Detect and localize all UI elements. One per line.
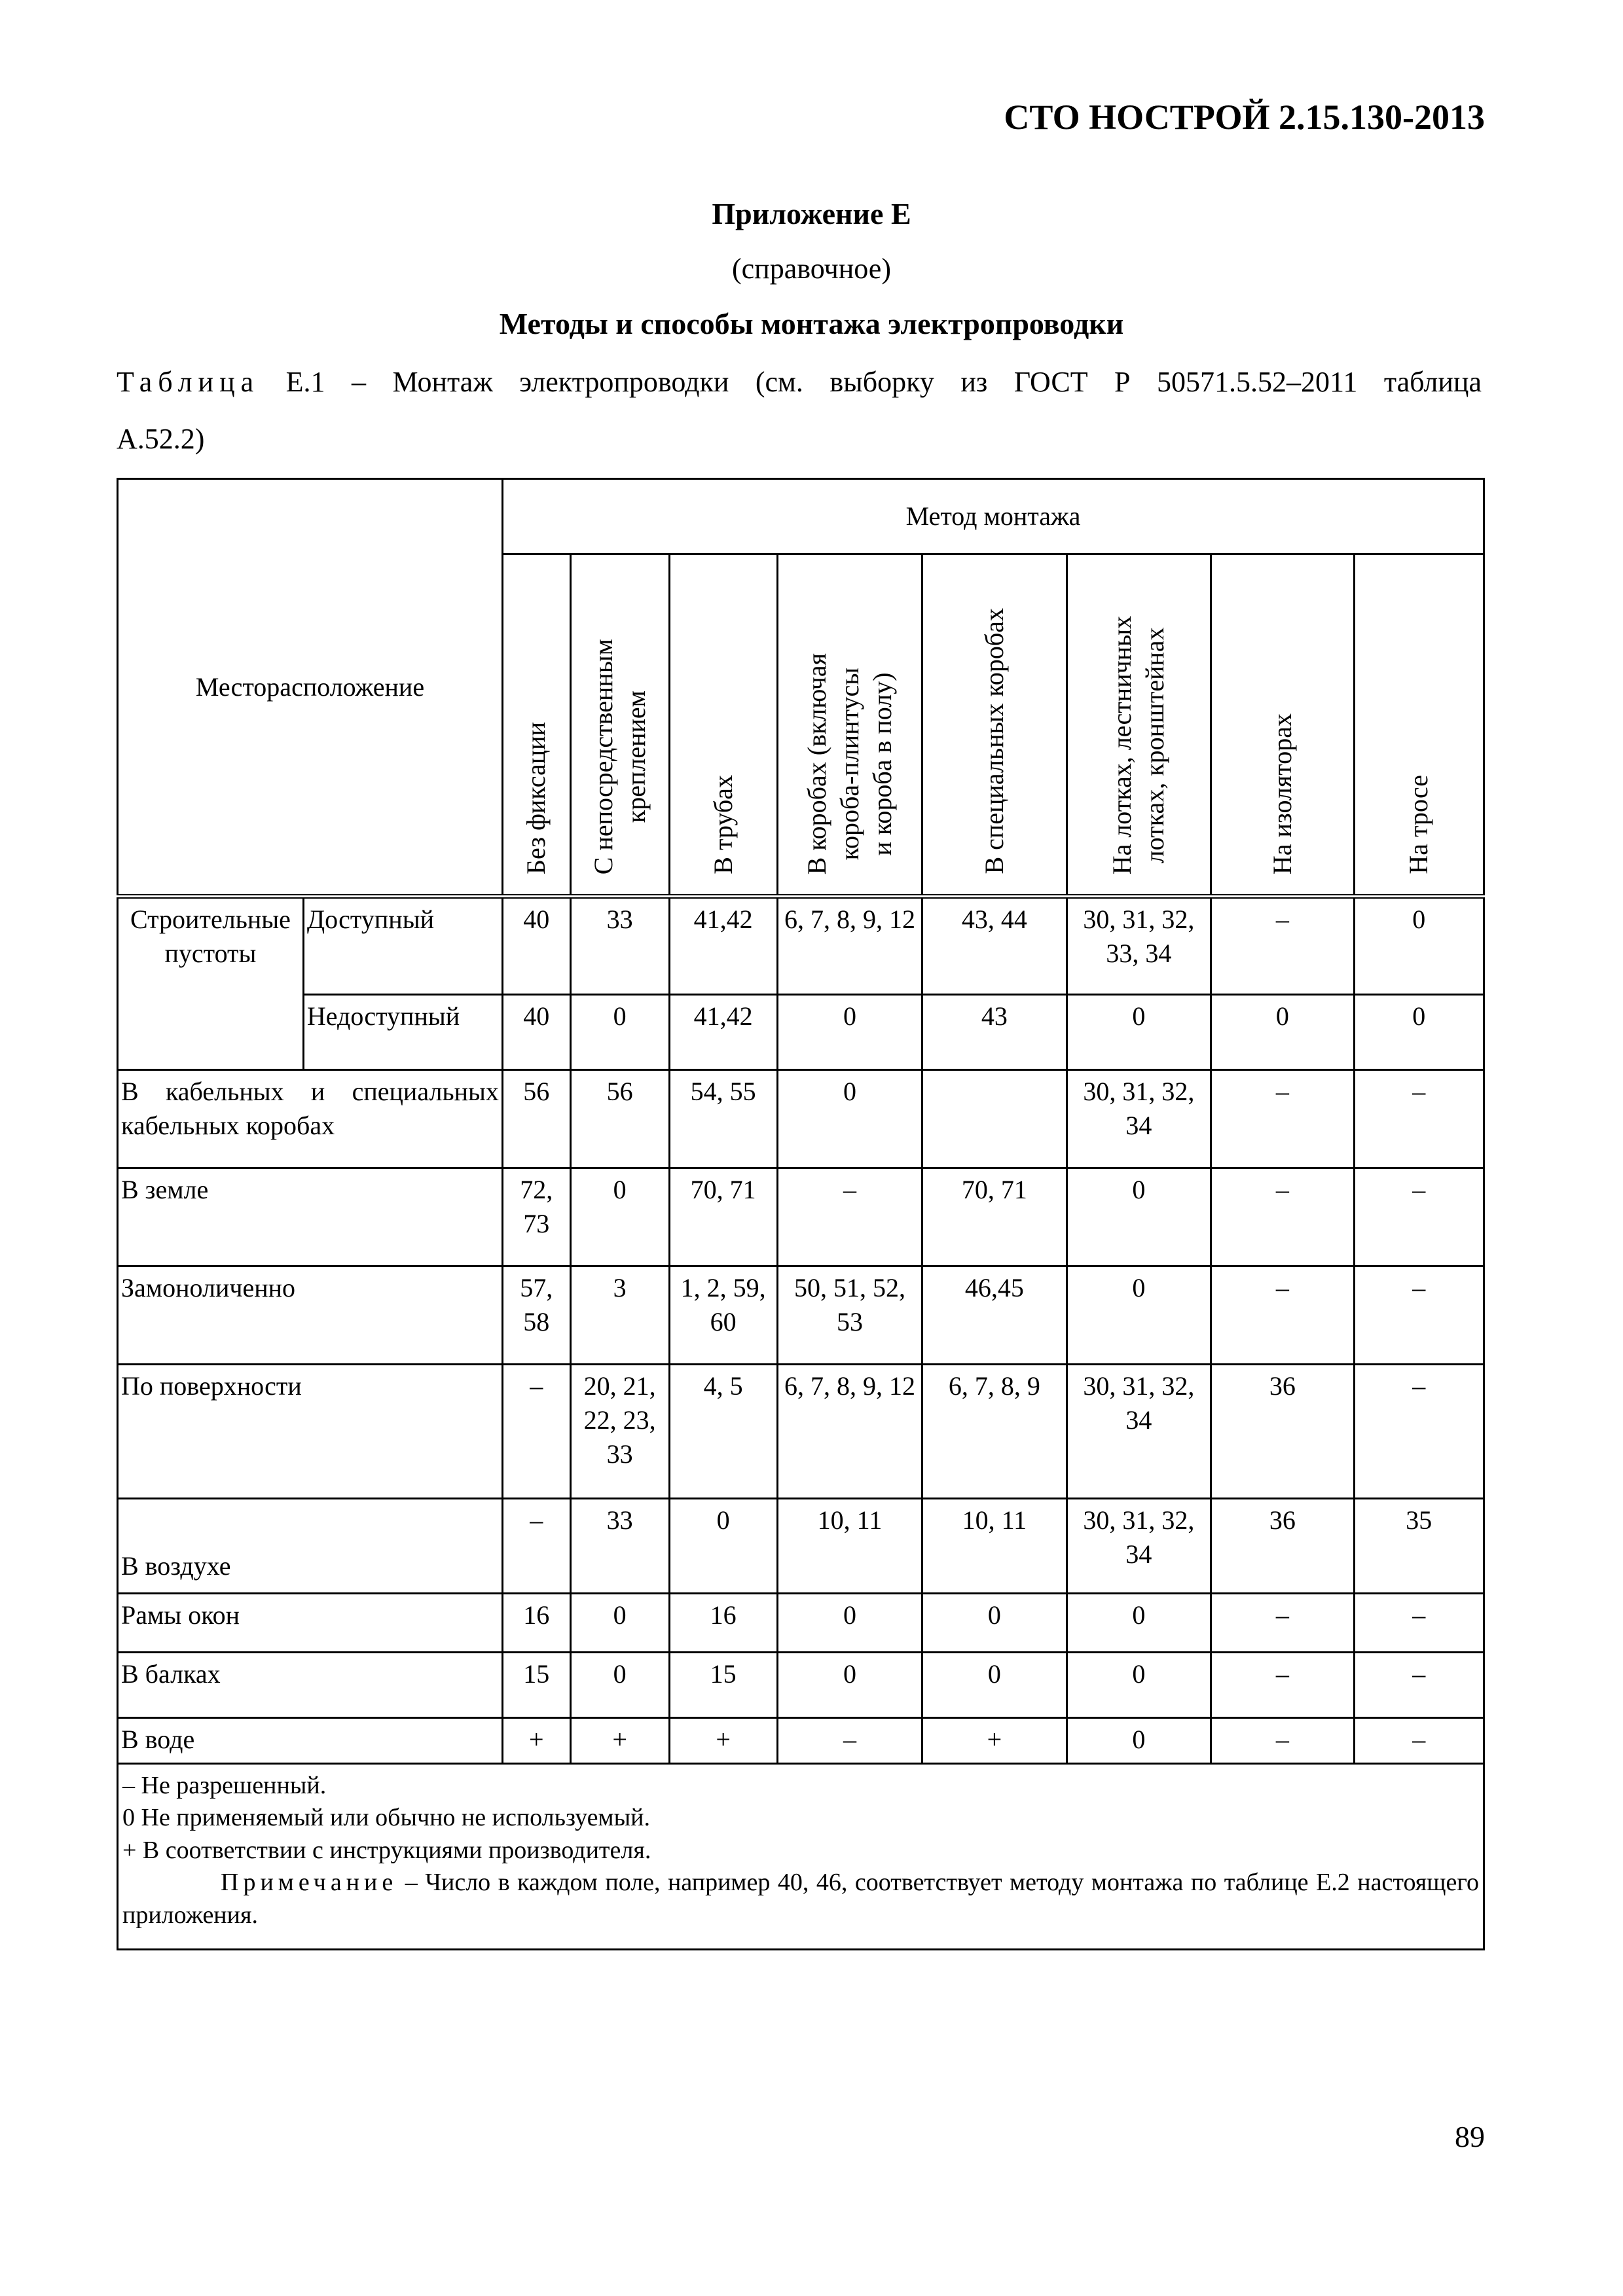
table-cell: 70, 71 <box>922 1168 1067 1266</box>
table-cell: 35 <box>1354 1499 1484 1594</box>
table-cell: – <box>502 1499 570 1594</box>
column-header-label: Без фиксации <box>521 722 551 874</box>
table-row <box>118 1168 1484 1266</box>
appendix-title: Приложение Е <box>712 197 911 230</box>
table-caption-label: Таблица <box>117 366 260 398</box>
table-cell: 0 <box>1067 995 1211 1070</box>
table-cell: 0 <box>1067 1168 1211 1266</box>
row-label: В балках <box>118 1653 503 1718</box>
table-cell: – <box>1354 1070 1484 1168</box>
appendix-heading: Методы и способы монтажа электропроводки <box>499 307 1124 340</box>
table-cell: 30, 31, 32, 34 <box>1067 1070 1211 1168</box>
column-header <box>1067 554 1211 897</box>
table-cell: 0 <box>922 1653 1067 1718</box>
table-cell: 43, 44 <box>922 897 1067 995</box>
location-header: Месторасположение <box>118 479 503 897</box>
table-cell: – <box>1354 1653 1484 1718</box>
table-row <box>118 1365 1484 1499</box>
table-cell: 15 <box>502 1653 570 1718</box>
table-row <box>118 1653 1484 1718</box>
table-cell: 16 <box>502 1594 570 1653</box>
table-cell: 6, 7, 8, 9, 12 <box>777 897 922 995</box>
table-cell: 15 <box>669 1653 777 1718</box>
table-cell: 4, 5 <box>669 1365 777 1499</box>
row-label: В воздухе <box>118 1499 503 1594</box>
table-cell: 56 <box>570 1070 669 1168</box>
note-label: Примечание <box>221 1869 398 1897</box>
installation-methods-table <box>117 478 1485 1950</box>
row-label: По поверхности <box>118 1365 503 1499</box>
table-cell: + <box>922 1718 1067 1764</box>
table-notes <box>118 1764 1484 1950</box>
table-cell: – <box>1211 1168 1354 1266</box>
column-header <box>570 554 669 897</box>
table-row <box>118 1266 1484 1365</box>
table-note <box>122 1867 1479 1931</box>
row-label: В кабельных и специальных кабельных коробах <box>118 1070 503 1168</box>
table-cell: 0 <box>1067 1653 1211 1718</box>
table-cell: – <box>777 1168 922 1266</box>
row-label: Рамы окон <box>118 1594 503 1653</box>
table-cell: 20, 21, 22, 23, 33 <box>570 1365 669 1499</box>
column-header-label: В специальных коробах <box>979 608 1009 874</box>
table-cell: 6, 7, 8, 9, 12 <box>777 1365 922 1499</box>
table-cell: 33 <box>570 897 669 995</box>
row-group-label: Строительные пустоты <box>118 897 304 1070</box>
table-row <box>118 897 1484 995</box>
table-cell: + <box>502 1718 570 1764</box>
table-cell: – <box>1211 1070 1354 1168</box>
table-caption-continuation: А.52.2) <box>117 423 205 455</box>
table-cell: 56 <box>502 1070 570 1168</box>
table-cell: 0 <box>1067 1718 1211 1764</box>
page-number: 89 <box>1455 2120 1485 2153</box>
table-cell: 10, 11 <box>922 1499 1067 1594</box>
table-cell: 0 <box>1354 897 1484 995</box>
table-cell: – <box>1354 1594 1484 1653</box>
table-cell <box>922 1070 1067 1168</box>
table-cell: 0 <box>1211 995 1354 1070</box>
row-label: Недоступный <box>303 995 502 1070</box>
table-cell: 0 <box>777 1653 922 1718</box>
table-cell: 40 <box>502 995 570 1070</box>
table-cell: 57, 58 <box>502 1266 570 1365</box>
table-row <box>118 1594 1484 1653</box>
table-cell: 0 <box>777 995 922 1070</box>
table-cell: 72, 73 <box>502 1168 570 1266</box>
row-label: В воде <box>118 1718 503 1764</box>
note-text: – Число в каждом поле, например 40, 46, соответствует методу монтажа по таблице Е.2 настоящего приложения. <box>122 1869 1480 1929</box>
row-label: В земле <box>118 1168 503 1266</box>
legend-not-allowed: – Не разрешенный. <box>122 1772 327 1799</box>
table-cell: – <box>1354 1718 1484 1764</box>
table-cell: – <box>1211 897 1354 995</box>
method-header: Метод монтажа <box>502 479 1484 554</box>
table-cell: – <box>1211 1718 1354 1764</box>
table-cell: 30, 31, 32, 34 <box>1067 1499 1211 1594</box>
table-cell: 16 <box>669 1594 777 1653</box>
table-row <box>118 1070 1484 1168</box>
table-caption <box>117 365 1482 399</box>
table-cell: 0 <box>1067 1266 1211 1365</box>
column-header <box>502 554 570 897</box>
table-row <box>118 1718 1484 1764</box>
row-label: Замоноличенно <box>118 1266 503 1365</box>
column-header-label: С непосредственным креплением <box>588 638 651 874</box>
column-header <box>922 554 1067 897</box>
table-cell: 3 <box>570 1266 669 1365</box>
column-header-label: В трубах <box>708 775 738 874</box>
table-cell: 41,42 <box>669 995 777 1070</box>
table-cell: 0 <box>1067 1594 1211 1653</box>
table-cell: 0 <box>570 1168 669 1266</box>
table-row <box>118 995 1484 1070</box>
row-label: Доступный <box>303 897 502 995</box>
table-cell: 40 <box>502 897 570 995</box>
column-header-label: На тросе <box>1404 775 1434 874</box>
table-cell: 6, 7, 8, 9 <box>922 1365 1067 1499</box>
table-row <box>118 1499 1484 1594</box>
table-cell: 43 <box>922 995 1067 1070</box>
table-cell: 0 <box>570 995 669 1070</box>
table-cell: 0 <box>1354 995 1484 1070</box>
table-cell: 33 <box>570 1499 669 1594</box>
table-cell: 54, 55 <box>669 1070 777 1168</box>
table-cell: – <box>502 1365 570 1499</box>
table-cell: 36 <box>1211 1365 1354 1499</box>
table-cell: + <box>570 1718 669 1764</box>
table-cell: 0 <box>669 1499 777 1594</box>
table-cell: 0 <box>570 1653 669 1718</box>
table-cell: 1, 2, 59, 60 <box>669 1266 777 1365</box>
table-cell: 30, 31, 32, 33, 34 <box>1067 897 1211 995</box>
table-cell: 0 <box>570 1594 669 1653</box>
column-header-label: На лотках, лестничных лотках, кронштейнах <box>1107 615 1170 874</box>
column-header <box>777 554 922 897</box>
column-header-label: В коробах (включая короба-плинтусы и короба в полу) <box>801 653 897 874</box>
table-cell: 41,42 <box>669 897 777 995</box>
table-cell: 0 <box>777 1594 922 1653</box>
table-cell: + <box>669 1718 777 1764</box>
table-cell: – <box>1211 1594 1354 1653</box>
table-cell: 30, 31, 32, 34 <box>1067 1365 1211 1499</box>
column-header <box>669 554 777 897</box>
table-cell: – <box>1354 1365 1484 1499</box>
table-cell: 50, 51, 52, 53 <box>777 1266 922 1365</box>
column-header <box>1211 554 1354 897</box>
table-cell: 70, 71 <box>669 1168 777 1266</box>
table-cell: – <box>1354 1168 1484 1266</box>
table-cell: 36 <box>1211 1499 1354 1594</box>
legend-not-used: 0 Не применяемый или обычно не используемый. <box>122 1804 650 1832</box>
table-cell: 0 <box>777 1070 922 1168</box>
table-cell: – <box>1211 1266 1354 1365</box>
column-header <box>1354 554 1484 897</box>
table-cell: 0 <box>922 1594 1067 1653</box>
document-code: СТО НОСТРОЙ 2.15.130-2013 <box>1004 98 1485 137</box>
appendix-subtitle: (справочное) <box>732 253 891 285</box>
table-cell: 46,45 <box>922 1266 1067 1365</box>
table-cell: – <box>777 1718 922 1764</box>
table-cell: 10, 11 <box>777 1499 922 1594</box>
column-header-label: На изоляторах <box>1267 713 1297 874</box>
table-caption-text: Е.1 – Монтаж электропроводки (см. выборку из ГОСТ Р 50571.5.52–2011 таблица <box>285 366 1482 398</box>
legend-manufacturer: + В соответствии с инструкциями производителя. <box>122 1836 651 1864</box>
table-cell: – <box>1354 1266 1484 1365</box>
table-cell: – <box>1211 1653 1354 1718</box>
